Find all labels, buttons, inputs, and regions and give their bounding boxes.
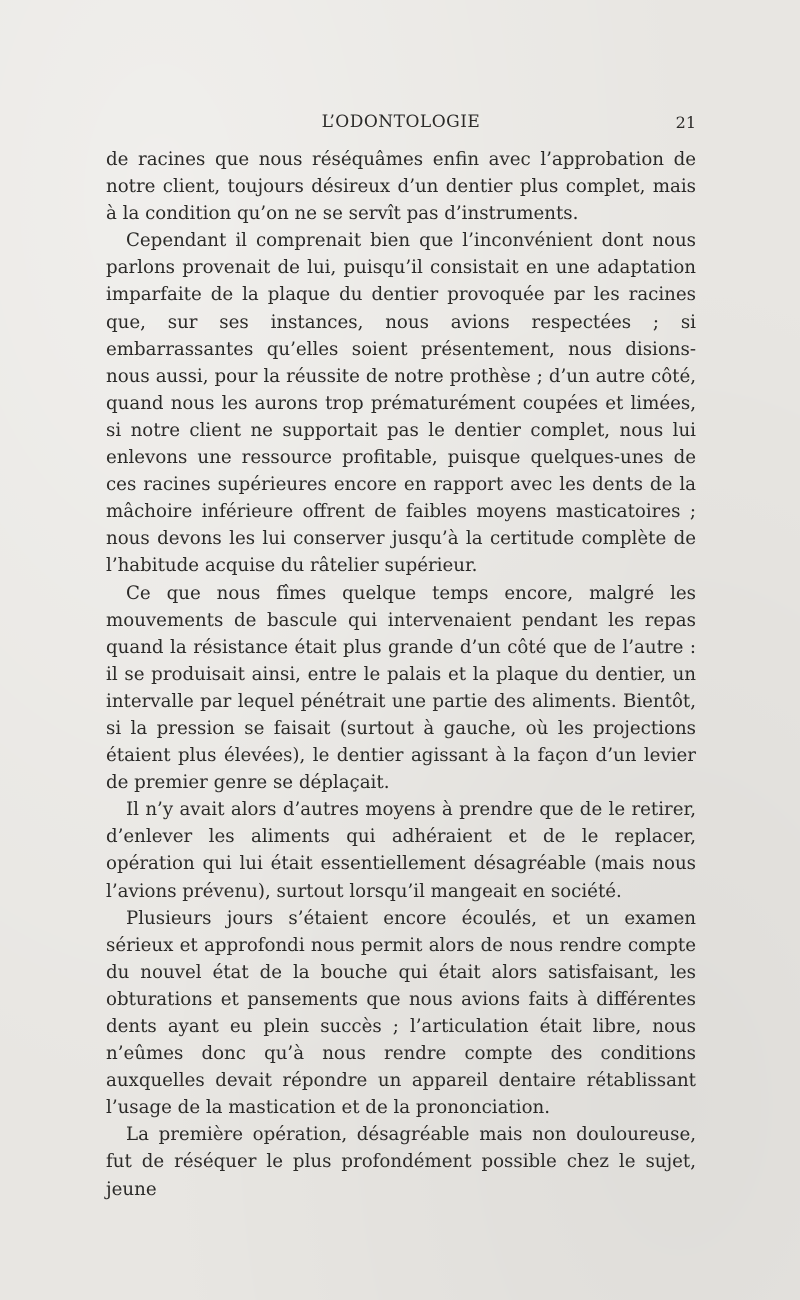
paragraph: Plusieurs jours s’étaient encore écoulés, et un examen sérieux et approfondi nous permit alors de nous rendre compte du nouvel état de la bouche qui était alors satisfaisant, les obturations et pansements que nous avions faits à différentes dents ayant eu plein succès ; l’articulation était libre, nous n’eûmes donc qu’à nous rendre compte des conditions auxquelles devait répondre un appareil dentaire rétablissant l’usage de la mastication et de la prononciation.	[106, 907, 696, 1119]
paragraph: La première opération, désagréable mais non douloureuse, fut de réséquer le plus profondément possible chez le sujet, jeune	[106, 1124, 696, 1200]
running-title: L’ODONTOLOGIE	[321, 112, 481, 132]
paragraph: Ce que nous fîmes quelque temps encore, malgré les mouvements de bascule qui intervenaient pendant les repas quand la résistance était plus grande d’un côté que de l’autre : il se produisait ainsi, entre le palais et la plaque du dentier, un intervalle par lequel pénétrait une partie des aliments. Bientôt, si la pression se faisait (surtout à gauche, où les projections étaient plus élevées), le dentier agissant à la façon d’un levier de premier genre se déplaçait.	[106, 582, 696, 794]
body-text	[106, 146, 696, 1203]
paragraph: Cependant il comprenait bien que l’inconvénient dont nous parlons provenait de lui, puisqu’il consistait en une adaptation imparfaite de la plaque du dentier provoquée par les racines que, sur ses instances, nous avions respectées ; si embarrassantes qu’elles soient présentement, nous disions-nous aussi, pour la réussite de notre prothèse ; d’un autre côté, quand nous les aurons trop prématurément coupées et limées, si notre client ne supportait pas le dentier complet, nous lui enlevons une ressource profitable, puisque quelques-unes de ces racines supérieures encore en rapport avec les dents de la mâchoire inférieure offrent de faibles moyens masticatoires ; nous devons les lui conserver jusqu’à la certitude complète de l’habitude acquise du râtelier supérieur.	[106, 230, 696, 577]
page-header	[106, 112, 696, 136]
paragraph: Il n’y avait alors d’autres moyens à prendre que de le retirer, d’enlever les aliments qui adhéraient et de le replacer, opération qui lui était essentiellement désagréable (mais nous l’avions prévenu), surtout lorsqu’il mangeait en société.	[106, 799, 696, 902]
paragraph-continued: de racines que nous réséquâmes enfin avec l’approbation de notre client, toujours désireux d’un dentier plus complet, mais à la condition qu’on ne se servît pas d’instruments.	[106, 149, 696, 225]
page-number: 21	[675, 113, 696, 132]
